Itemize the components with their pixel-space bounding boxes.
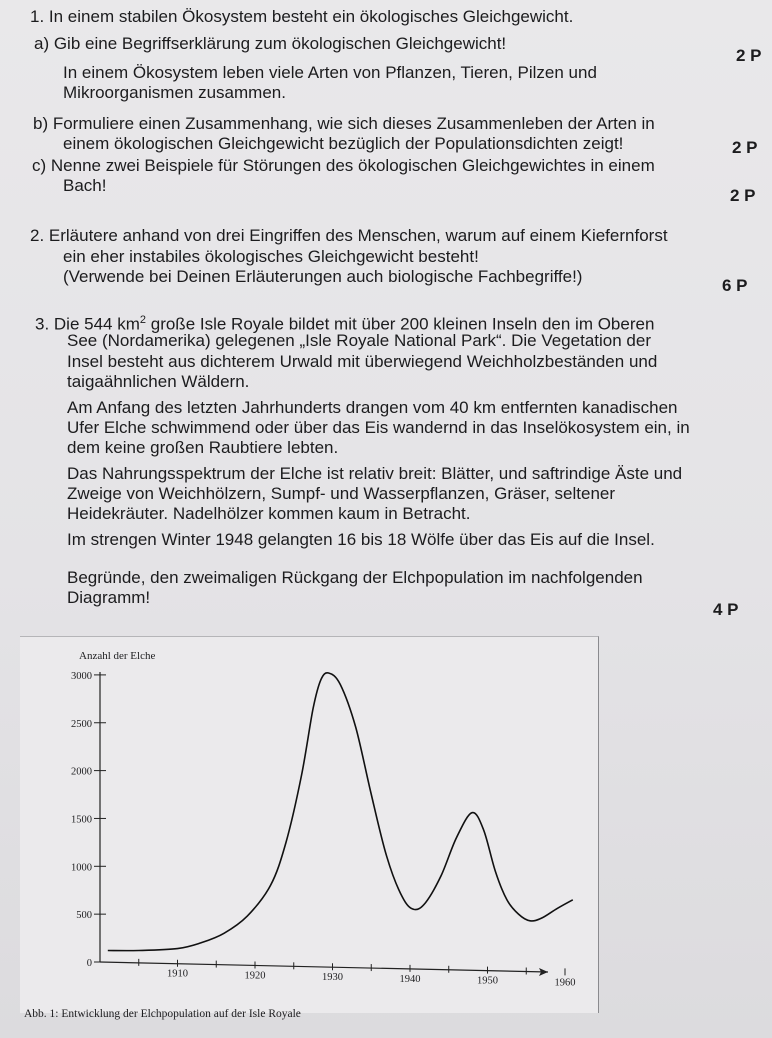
task-1a-answer-line-1: In einem Ökosystem leben viele Arten von Pflanzen, Tieren, Pilzen und xyxy=(63,63,597,82)
task-1a-question: a) Gib eine Begriffserklärung zum ökologischen Gleichgewicht! xyxy=(34,34,507,53)
task-3-instruction-line-1: Begründe, den zweimaligen Rückgang der Elchpopulation im nachfolgenden xyxy=(67,568,643,587)
task-3-line-2: See (Nordamerika) gelegenen „Isle Royale National Park“. Die Vegetation der xyxy=(67,331,651,350)
task-3-line-7: dem keine großen Raubtiere lebten. xyxy=(67,438,339,457)
y-tick-label: 500 xyxy=(76,910,92,922)
task-3-line-8: Das Nahrungsspektrum der Elche ist relativ breit: Blätter, und saftrindige Äste und xyxy=(67,464,683,483)
x-tick-label: 1910 xyxy=(167,968,188,980)
task-3-line-1-start: 3. Die 544 km xyxy=(35,314,140,334)
task-3-line-11: Im strengen Winter 1948 gelangten 16 bis 18 Wölfe über das Eis auf die Insel. xyxy=(67,530,655,549)
x-tick-label: 1940 xyxy=(399,973,421,985)
task-1b-question-line-1: b) Formuliere einen Zusammenhang, wie sich dieses Zusammenleben der Arten in xyxy=(33,114,655,133)
task-3-points: 4 P xyxy=(713,600,739,619)
task-3-line-4: taigaähnlichen Wäldern. xyxy=(67,372,250,391)
y-tick-label: 0 xyxy=(86,958,92,969)
task-1-intro: 1. In einem stabilen Ökosystem besteht ein ökologisches Gleichgewicht. xyxy=(30,7,574,26)
task-2-question-line-1: 2. Erläutere anhand von drei Eingriffen des Menschen, warum auf einem Kiefernforst xyxy=(30,226,668,245)
task-3-line-5: Am Anfang des letzten Jahrhunderts drangen vom 40 km entfernten kanadischen xyxy=(67,398,678,417)
x-tick-label: 1960 xyxy=(554,977,576,989)
task-3-unit-exponent: 2 xyxy=(139,314,147,326)
task-2-question-line-2: ein eher instabiles ökologisches Gleichgewicht besteht! xyxy=(63,247,479,266)
task-1c-question-line-1: c) Nenne zwei Beispiele für Störungen des ökologischen Gleichgewichtes in einem xyxy=(32,156,655,175)
x-tick-label: 1950 xyxy=(477,975,498,987)
y-tick-label: 2000 xyxy=(71,766,92,778)
task-2-points: 6 P xyxy=(722,276,748,295)
task-2-question-line-3: (Verwende bei Deinen Erläuterungen auch biologische Fachbegriffe!) xyxy=(63,267,583,286)
figure-caption: Abb. 1: Entwicklung der Elchpopulation auf der Isle Royale xyxy=(24,1008,301,1020)
y-tick-label: 1000 xyxy=(71,862,92,874)
task-3-line-9: Zweige von Weichhölzern, Sumpf- und Wasserpflanzen, Gräser, seltener xyxy=(67,484,616,503)
task-1b-points: 2 P xyxy=(732,138,758,157)
task-3-line-1-end: große Isle Royale bildet mit über 200 kleinen Inseln den im Oberen xyxy=(146,314,655,334)
x-tick-label: 1920 xyxy=(244,970,266,982)
task-1b-question-line-2: einem ökologischen Gleichgewicht bezüglich der Populationsdichten zeigt! xyxy=(63,134,624,153)
task-1c-points: 2 P xyxy=(730,186,756,205)
task-1a-points: 2 P xyxy=(736,46,762,65)
task-3-instruction-line-2: Diagramm! xyxy=(67,588,151,607)
task-1c-question-line-2: Bach! xyxy=(63,176,107,195)
chart-ylabel: Anzahl der Elche xyxy=(79,650,156,662)
y-tick-label: 3000 xyxy=(71,670,92,682)
series-line xyxy=(108,673,573,951)
task-1a-answer-line-2: Mikroorganismen zusammen. xyxy=(63,83,286,102)
task-3-line-3: Insel besteht aus dichterem Urwald mit überwiegend Weichholzbeständen und xyxy=(67,352,658,371)
x-tick-label: 1930 xyxy=(322,972,343,984)
task-3-line-6: Ufer Elche schwimmend oder über das Eis wandernd in das Inselökosystem ein, in xyxy=(67,418,690,437)
y-tick-label: 2500 xyxy=(71,718,92,730)
y-tick-label: 1500 xyxy=(71,814,92,826)
task-3-line-10: Heidekräuter. Nadelhölzer kommen kaum in Betracht. xyxy=(67,504,471,523)
